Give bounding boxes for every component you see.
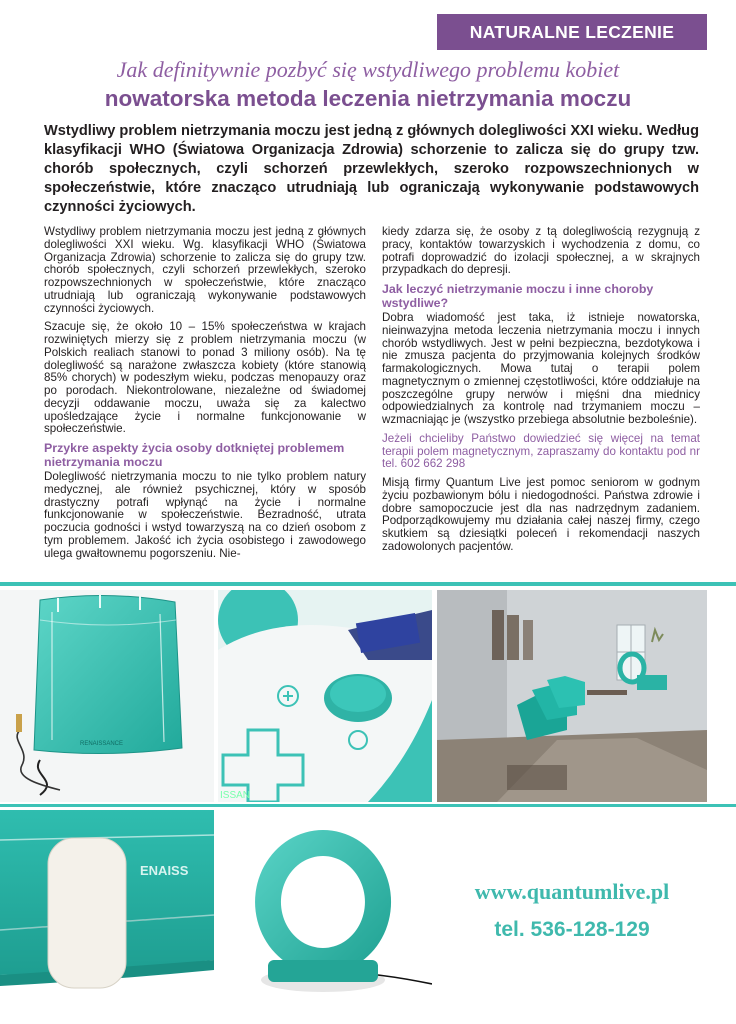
section-badge: NATURALNE LECZENIE	[437, 14, 707, 50]
divider-middle	[0, 804, 736, 807]
device-brand-label: ISSAN	[220, 790, 251, 801]
phone-number[interactable]: tel. 536-128-129	[494, 918, 650, 941]
left-column	[44, 226, 366, 566]
belt-brand-label: ENAISS	[140, 863, 189, 878]
paragraph: Wstydliwy problem nietrzymania moczu jest jedną z głównych dolegliwości XXI wieku. Wg. klasyfikacji WHO (Światowa Organizacja Zdrowia) schorzenie to zalicza się do grupy tzw. chorób społecznych, czyli schorzeń przewlekłych, szeroko rozpowszechnionych w społeczeństwie, które znacząco utrudniają lub ograniczają wykonywanie podstawowych czynności życiowych.	[44, 225, 366, 315]
paragraph: Misją firmy Quantum Live jest pomoc seniorom w godnym życiu pozbawionym bólu i niedogodności. Państwa zdrowie i dobre samopoczucie jest dla nas nadrzędnym zadaniem. Podporządkowujemy mu działania całej naszej firmy, czego skutkiem są dziesiątki poleceń i rekomendacji naszych zadowolonych pacjentów.	[382, 476, 700, 553]
article-kicker: Jak definitywnie pozbyć się wstydliwego problemu kobiet	[116, 57, 620, 82]
photo-control-device	[218, 590, 432, 802]
mat-brand-label: RENAISSANCE	[80, 741, 124, 747]
photo-magnetic-mat	[0, 590, 214, 802]
paragraph: Szacuje się, że około 10 – 15% społeczeństwa w krajach rozwiniętych mierzy się z problem nietrzymania moczu (w Polskich realiach stanowi to ponad 3 miliony osób). Na tę dolegliwość są narażone zwłaszcza kobiety (które stanowią 85% chorych) w podeszłym wieku, podczas menopauzy oraz po porodach. Niekontrolowane, niezależne od świadomej decyzji oddawanie moczu, uważa się za kalectwo upośledzające życie i normalne funkcjonowanie w społeczeństwie.	[44, 320, 366, 436]
paragraph: kiedy zdarza się, że osoby z tą dolegliwością rezygnują z pracy, kontaktów towarzyskich i wychodzenia z domu, co potrafi doprowadzić do izolacji społecznej, a w skrajnych przypadkach do depresji.	[382, 225, 700, 277]
divider-top	[0, 582, 736, 586]
website-link[interactable]: www.quantumlive.pl	[474, 879, 670, 904]
article-headline: nowatorska metoda leczenia nietrzymania moczu	[104, 86, 632, 111]
photo-magnetic-belt	[0, 810, 214, 1024]
right-column	[382, 226, 700, 560]
subheading: Jak leczyć nietrzymanie moczu i inne choroby wstydliwe?	[382, 282, 654, 310]
contact-note: Jeżeli chcieliby Państwo dowiedzieć się więcej na temat terapii polem magnetycznym, zapraszamy do kontaktu pod nr tel. 602 662 298	[382, 431, 700, 471]
photo-ring-device	[218, 810, 432, 1024]
paragraph: Dobra wiadomość jest taka, iż istnieje nowatorska, nieinwazyjna metoda leczenia nietrzymania moczu i innych chorób wstydliwych. Jest w pełni bezpieczna, bezdotykowa i nie zmusza pacjenta do przyjmowania kolejnych środków farmakologicznych. Mowa tutaj o terapii polem magnetycznym o zmiennej częstotliwości, które oddziałuje na poszczególne grupy nerwów i mięśni dna miednicy odpowiedzialnych za kontrolę nad trzymaniem moczu – wzmacniając je (wszystko przebiega absolutnie bezboleśnie).	[382, 311, 700, 426]
photo-treatment-room	[437, 590, 707, 802]
article-lead: Wstydliwy problem nietrzymania moczu jest jedną z głównych dolegliwości XXI wieku. Według klasyfikacji WHO (Światowa Organizacja Zdrowia) schorzenie to zalicza się do grupy tzw. chorób społecznych, czyli schorzeń przewlekłych, szeroko rozpowszechnionych w społeczeństwie, które znacząco utrudniają lub ograniczają wykonywanie podstawowych czynności życiowych.	[44, 123, 699, 215]
paragraph: Dolegliwość nietrzymania moczu to nie tylko problem natury medycznej, ale również psychicznej, który w sposób drastyczny potrafi wpłynąć na życie i normalne funkcjonowanie w społeczeństwie. Bezradność, utrata poczucia godności i wstyd towarzyszą na co dzień osobom z tym problemem. Jakość ich życia osobistego i zawodowego ulega gwałtownemu pogorszeniu. Nie-	[44, 470, 366, 560]
subheading: Przykre aspekty życia osoby dotkniętej problemem nietrzymania moczu	[44, 441, 345, 469]
